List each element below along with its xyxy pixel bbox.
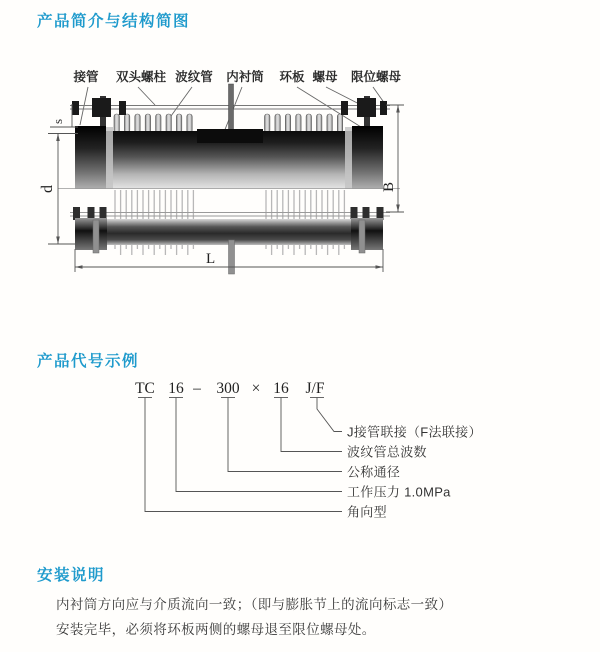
code-segment-connection: J/F [305, 380, 325, 397]
weld-band-left [106, 127, 113, 189]
lower-end-pipe-left [75, 218, 107, 250]
end-pipe-left [75, 126, 106, 189]
lower-tie-rod-nuts [73, 207, 384, 220]
label-limit-nut: 限位螺母 [350, 70, 402, 84]
label-bellows: 波纹管 [175, 70, 213, 84]
legend-angular-type: 角向型 [347, 504, 387, 520]
label-nut: 螺母 [312, 70, 338, 84]
section-title-code-example: 产品代号示例 [37, 353, 140, 370]
code-segment-dash: – [193, 380, 201, 397]
legend-wave-count: 波纹管总波数 [347, 444, 427, 460]
end-pipe-right [352, 126, 383, 189]
structure-diagram [0, 60, 440, 312]
label-stud: 双头螺柱 [115, 70, 167, 84]
code-segment-waves: 16 [273, 380, 289, 397]
dim-label-d: d [39, 185, 56, 193]
code-segment-diameter: 300 [216, 380, 240, 397]
code-segment-type: TC [135, 380, 155, 397]
dim-label-l: L [206, 251, 216, 267]
lower-end-pipe-right [351, 218, 383, 250]
center-stud-top [229, 84, 234, 132]
installation-notes [56, 592, 452, 642]
label-ring-plate: 环板 [279, 70, 305, 84]
legend-connection-type: J接管联接（F法联接） [347, 424, 482, 440]
code-segment-pressure: 16 [168, 380, 184, 397]
section-title-installation: 安装说明 [37, 567, 106, 584]
dim-label-b: B [381, 181, 397, 192]
legend-working-pressure: 工作压力 1.0MPa [347, 484, 451, 500]
installation-line-2: 安装完毕，必须将环板两侧的螺母退至限位螺母处。 [56, 622, 376, 637]
page-title: 产品简介与结构简图 [37, 13, 191, 30]
code-segment-times: × [251, 380, 261, 397]
label-pipe-end: 接管 [73, 70, 99, 84]
installation-line-1: 内衬筒方向应与介质流向一致；（即与膨胀节上的流向标志一致） [56, 597, 453, 612]
legend-nominal-diameter: 公称通径 [347, 464, 401, 480]
code-connectors [145, 398, 342, 512]
center-collar [197, 129, 263, 143]
bellows-group-left [114, 114, 192, 133]
dim-label-s: s [50, 118, 65, 124]
weld-band-right [345, 127, 352, 189]
dimension-b [381, 105, 404, 212]
product-code-diagram [0, 376, 600, 536]
lower-half [70, 190, 390, 274]
label-liner: 内衬筒 [226, 70, 264, 84]
bellows-group-right [265, 114, 343, 133]
